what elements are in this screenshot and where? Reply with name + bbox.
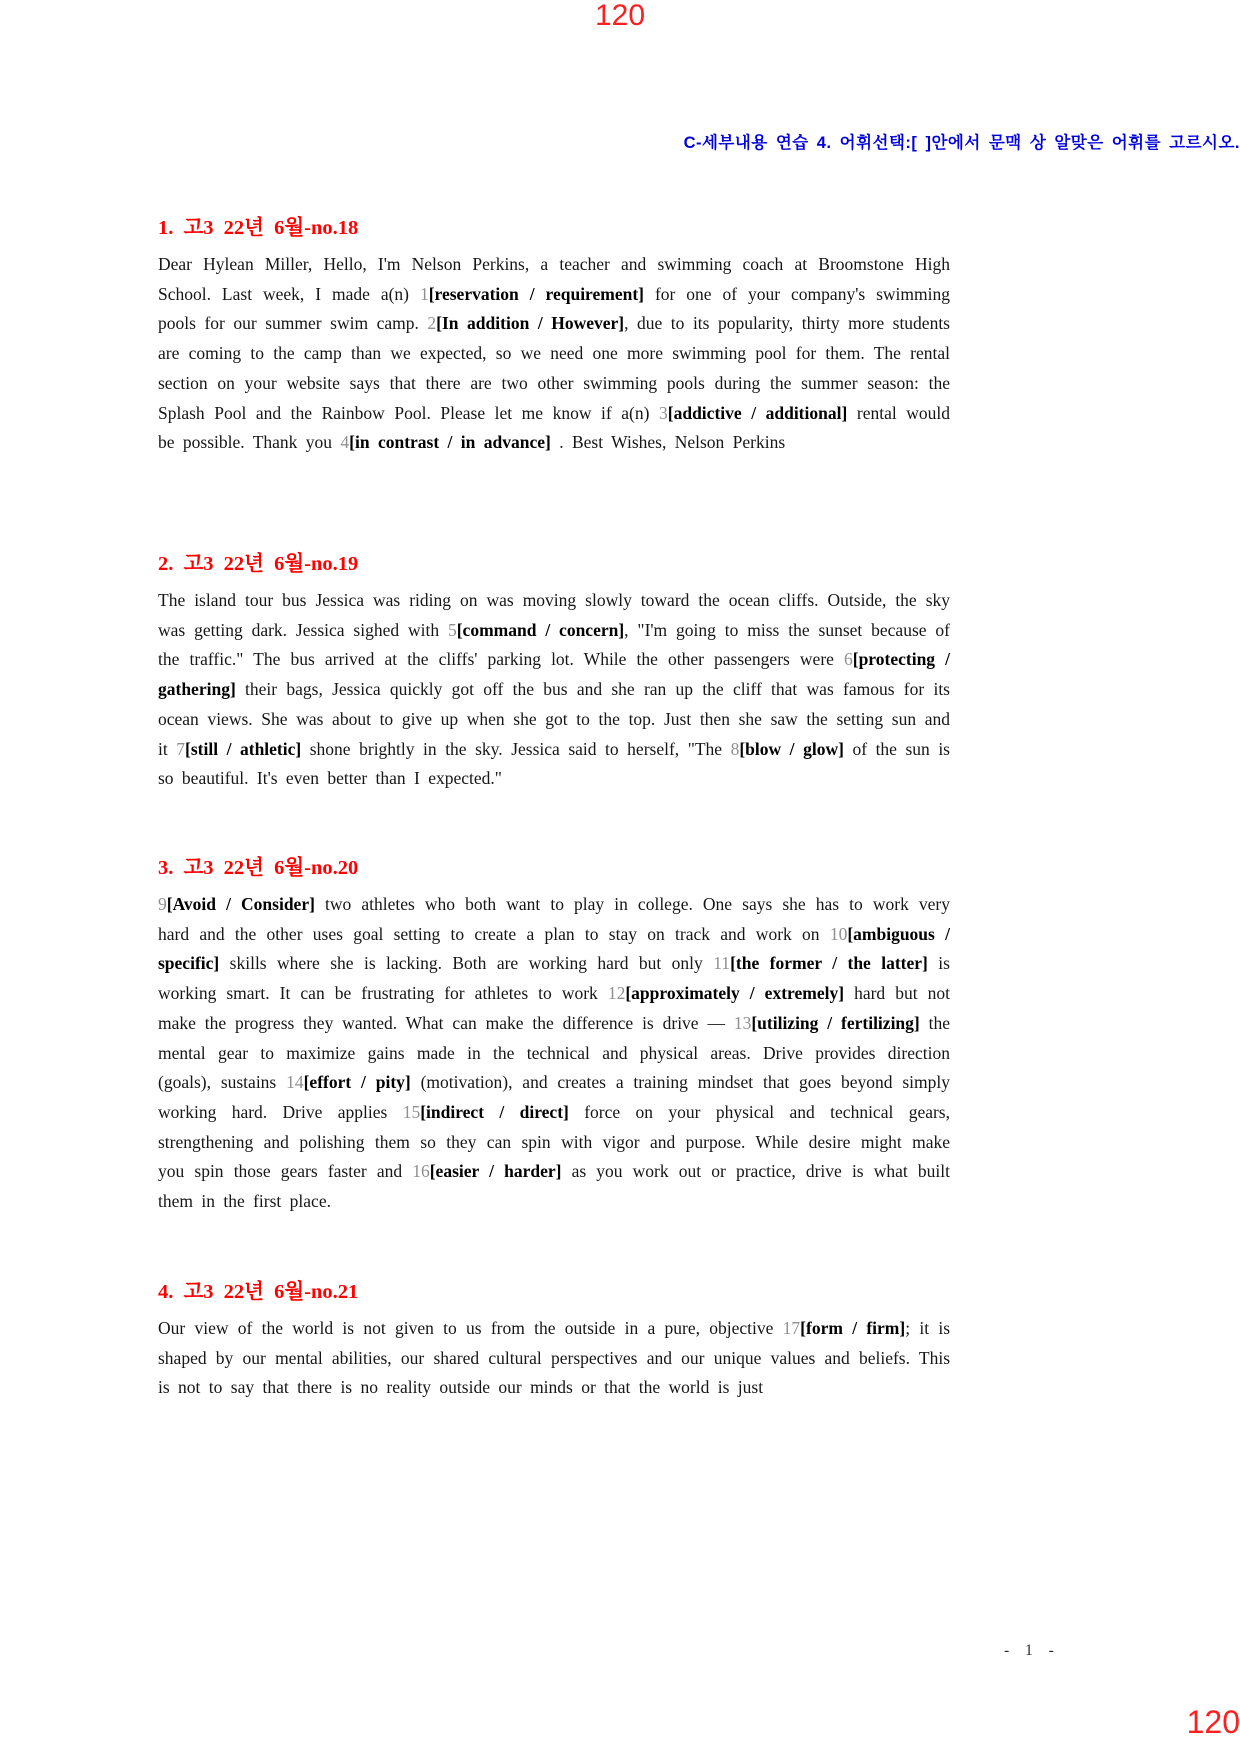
passage-text: their bags, Jessica quickly got off the bus and she ran up the cliff that was famous for its ocean views. She was about to give up when she got to the top. Just then she saw the setting sun and it [158, 679, 950, 759]
page-number-top: 120 [594, 0, 646, 32]
section-title: 2. 고3 22년 6월-no.19 [158, 553, 359, 575]
word-choice-bracket: [addictive / additional] [667, 402, 848, 423]
choice-number: 15 [402, 1101, 421, 1122]
passage-text: (motivation), and creates a training mindset that goes beyond simply working hard. Drive applies [158, 1072, 950, 1122]
word-choice-bracket: [in contrast / in advance] [349, 432, 551, 453]
passage-text: two athletes who both want to play in college. One says she has to work very hard and the other uses goal setting to create a plan to stay on track and work on [158, 894, 950, 944]
choice-number: 14 [286, 1072, 304, 1093]
word-choice-bracket: [command / concern] [456, 619, 625, 640]
section-1 [158, 215, 950, 458]
word-choice-bracket: [Avoid / Consider] [166, 894, 315, 914]
passage-text: force on your physical and technical gears, strengthening and polishing them so they can spin with vigor and purpose. While desire might make you spin those gears faster and [158, 1101, 950, 1182]
word-choice-bracket: [approximately / extremely] [625, 983, 845, 1004]
word-choice-bracket: [easier / harder] [429, 1161, 562, 1182]
section-4 [158, 1279, 950, 1403]
passage [158, 890, 950, 1217]
word-choice-bracket: [In addition / However] [436, 313, 625, 334]
passage-text: hard but not make the progress they wanted. What can make the difference is drive — [158, 983, 950, 1033]
choice-number: 16 [412, 1161, 430, 1182]
page-number-bottom: 120 [1186, 1704, 1240, 1740]
passage-text: shone brightly in the sky. Jessica said to herself, "The [301, 738, 731, 759]
passage-text: of the sun is so beautiful. It's even better than I expected." [158, 738, 950, 789]
passage-text: for one of your company's swimming pools for our summer swim camp. [158, 283, 950, 334]
choice-number: 6 [844, 649, 853, 670]
passage-text: skills where she is lacking. Both are working hard but only [219, 953, 714, 974]
passage-text: ; it is shaped by our mental abilities, our shared cultural perspectives and our unique values and beliefs. This is not to say that there is no reality outside our minds or that the world is just [158, 1318, 951, 1398]
passage-text: , due to its popularity, thirty more students are coming to the camp than we expected, so we need one more swimming pool for them. The rental section on your website says that there are two other swimming pools during the summer season: the Splash Pool and the Rainbow Pool. Please let me know if a(n) [158, 313, 950, 423]
word-choice-bracket: [protecting / gathering] [158, 649, 950, 700]
passage [158, 586, 950, 794]
choice-number: 5 [447, 619, 457, 640]
word-choice-bracket: [utilizing / fertilizing] [751, 1012, 920, 1033]
section-3 [158, 855, 950, 1217]
page-footer: - 1 - [1004, 1642, 1056, 1659]
passage-text: . Best Wishes, Nelson Perkins [550, 432, 786, 453]
choice-number: 12 [607, 983, 626, 1004]
word-choice-bracket: [effort / pity] [303, 1072, 411, 1093]
choice-number: 3 [659, 402, 668, 423]
passage-text: Our view of the world is not given to us from the outside in a pure, objective [158, 1318, 783, 1338]
choice-number: 13 [733, 1012, 752, 1033]
word-choice-bracket: [ambiguous / specific] [158, 923, 950, 974]
passage [158, 250, 950, 458]
choice-number: 1 [419, 283, 429, 304]
choice-number: 4 [340, 432, 350, 453]
section-title: 1. 고3 22년 6월-no.18 [158, 217, 359, 239]
choice-number: 17 [782, 1318, 801, 1338]
choice-number: 7 [176, 738, 186, 759]
passage-text: , "I'm going to miss the sunset because of the traffic." The bus arrived at the cliffs' parking lot. While the other passengers were [158, 619, 950, 670]
choice-number: 2 [427, 313, 437, 334]
choice-number: 9 [158, 894, 167, 914]
choice-number: 8 [730, 738, 740, 759]
passage-text: Dear Hylean Miller, Hello, I'm Nelson Perkins, a teacher and swimming coach at Broomstone High School. Last week, I made a(n) [158, 254, 950, 304]
word-choice-bracket: [the former / the latter] [730, 953, 928, 974]
choice-number: 10 [829, 923, 848, 944]
passage [158, 1314, 950, 1403]
word-choice-bracket: [blow / glow] [739, 738, 844, 759]
instruction-header: C-세부내용 연습 4. 어휘선택:[ ]안에서 문맥 상 알맞은 어휘를 고르시오. [683, 134, 1240, 152]
word-choice-bracket: [reservation / requirement] [428, 283, 645, 304]
word-choice-bracket: [still / athletic] [185, 738, 302, 759]
passage-text: as you work out or practice, drive is what built them in the first place. [158, 1161, 950, 1212]
section-title: 4. 고3 22년 6월-no.21 [158, 1281, 359, 1303]
choice-number: 11 [713, 953, 731, 974]
passage-text: is working smart. It can be frustrating for athletes to work [158, 953, 950, 1004]
passage-text: The island tour bus Jessica was riding on was moving slowly toward the ocean cliffs. Outside, the sky was getting dark. Jessica sighed with [158, 590, 950, 640]
passage-text: rental would be possible. Thank you [158, 402, 951, 453]
word-choice-bracket: [form / firm] [800, 1318, 906, 1338]
section-2 [158, 551, 950, 794]
word-choice-bracket: [indirect / direct] [420, 1101, 569, 1122]
passage-text: the mental gear to maximize gains made in the technical and physical areas. Drive provides direction (goals), sustains [158, 1012, 951, 1093]
section-title: 3. 고3 22년 6월-no.20 [158, 857, 359, 879]
